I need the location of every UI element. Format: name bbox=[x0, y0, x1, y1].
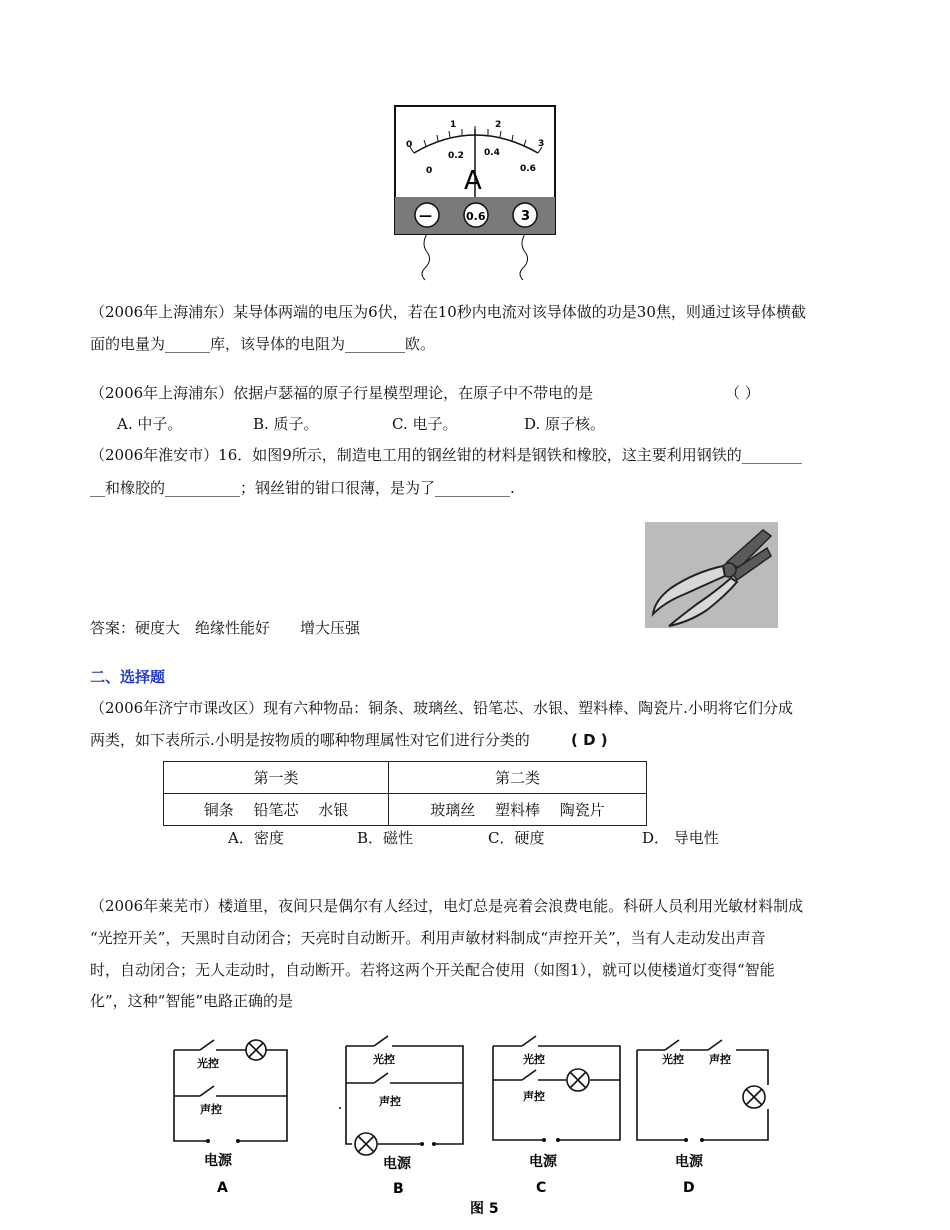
table-cell-class2: 玻璃丝 塑料棒 陶瓷片 bbox=[389, 794, 647, 826]
q4-option-d: D． 导电性 bbox=[642, 829, 719, 847]
a-sound-switch-label: 声控 bbox=[200, 1103, 222, 1116]
q2-option-d: D. 原子核。 bbox=[524, 415, 606, 433]
q4-option-a: A．密度 bbox=[228, 829, 284, 847]
scale-bottom-0: 0 bbox=[426, 166, 433, 176]
q5-line3: 时，自动闭合；无人走动时，自动断开。若将这两个开关配合使用（如图1），就可以使楼道灯变得“智能 bbox=[90, 961, 775, 979]
c-sound-switch-label: 声控 bbox=[523, 1090, 545, 1103]
table-cell-class1: 铜条 铅笔芯 水银 bbox=[164, 794, 389, 826]
scale-top-1: 1 bbox=[450, 120, 457, 130]
q2-stem: （2006年上海浦东）依据卢瑟福的原子行星模型理论，在原子中不带电的是 bbox=[90, 384, 594, 402]
c-light-switch-label: 光控 bbox=[523, 1053, 545, 1066]
pliers-image bbox=[645, 522, 778, 628]
q4-option-b: B．磁性 bbox=[357, 829, 414, 847]
q1-line2: 面的电量为______库，该导体的电阻为________欧。 bbox=[90, 335, 436, 353]
terminal-0-6: 0.6 bbox=[466, 210, 486, 223]
table-header-class1: 第一类 bbox=[164, 762, 389, 794]
d-power-label: 电源 bbox=[675, 1154, 703, 1170]
d-sound-switch-label: 声控 bbox=[709, 1053, 731, 1066]
circuit-label-d: D bbox=[683, 1180, 695, 1196]
q4-option-c: C．硬度 bbox=[488, 829, 545, 847]
classification-table bbox=[163, 761, 647, 826]
q4-line1: （2006年济宁市课改区）现有六种物品：铜条、玻璃丝、铅笔芯、水银、塑料棒、陶瓷片.小明将它们分成 bbox=[90, 699, 793, 717]
a-power-label: 电源 bbox=[204, 1153, 232, 1169]
terminal-3: 3 bbox=[521, 209, 531, 224]
q2-option-b: B. 质子。 bbox=[253, 415, 319, 433]
a-light-switch-label: 光控 bbox=[197, 1057, 219, 1070]
scale-bottom-3: 0.6 bbox=[520, 164, 536, 174]
q1-line1: （2006年上海浦东）某导体两端的电压为6伏，若在10秒内电流对该导体做的功是30焦，则通过该导体横截 bbox=[90, 303, 806, 321]
section-heading: 二、选择题 bbox=[90, 668, 166, 686]
circuit-label-c: C bbox=[536, 1180, 547, 1196]
scale-bottom-2: 0.4 bbox=[484, 148, 500, 158]
scale-top-0: 0 bbox=[406, 140, 413, 150]
figure-caption: 图 5 bbox=[470, 1201, 499, 1217]
ammeter-figure bbox=[392, 103, 558, 283]
q3-answer: 答案：硬度大 绝缘性能好 增大压强 bbox=[90, 619, 361, 637]
d-light-switch-label: 光控 bbox=[662, 1053, 684, 1066]
terminal-negative: — bbox=[419, 209, 432, 224]
circuit-label-a: A bbox=[217, 1180, 228, 1196]
scale-top-3: 3 bbox=[538, 139, 545, 149]
q4-answer-mark: ( D ) bbox=[571, 731, 608, 749]
q5-line4: 化”，这种“智能”电路正确的是 bbox=[90, 992, 294, 1010]
table-header-class2: 第二类 bbox=[389, 762, 647, 794]
c-power-label: 电源 bbox=[529, 1154, 557, 1170]
scale-bottom-1: 0.2 bbox=[448, 151, 464, 161]
circuit-label-b: B bbox=[393, 1181, 404, 1197]
q2-option-a: A. 中子。 bbox=[117, 415, 183, 433]
q5-line1: （2006年莱芜市）楼道里，夜间只是偶尔有人经过，电灯总是亮着会浪费电能。科研人员利用光敏材料制成 bbox=[90, 897, 804, 915]
q3-line1: （2006年淮安市）16．如图9所示，制造电工用的钢丝钳的材料是钢铁和橡胶，这主要利用钢铁的________ bbox=[90, 446, 802, 464]
b-power-label: 电源 bbox=[383, 1156, 411, 1172]
b-sound-switch-label: 声控 bbox=[379, 1095, 401, 1108]
q5-line2: “光控开关”，天黑时自动闭合；天亮时自动断开。利用声敏材料制成“声控开关”，当有人走动发出声音 bbox=[90, 929, 766, 947]
q2-bracket: （ ） bbox=[725, 384, 760, 402]
q4-line2: 两类，如下表所示.小明是按物质的哪种物理属性对它们进行分类的 bbox=[90, 731, 530, 749]
circuit-diagrams bbox=[160, 1026, 780, 1226]
scale-top-2: 2 bbox=[495, 120, 502, 130]
q2-option-c: C. 电子。 bbox=[392, 415, 458, 433]
ammeter-symbol: A bbox=[464, 166, 482, 196]
b-light-switch-label: 光控 bbox=[373, 1053, 395, 1066]
q3-line2: __和橡胶的__________；钢丝钳的钳口很薄，是为了__________. bbox=[90, 479, 515, 497]
